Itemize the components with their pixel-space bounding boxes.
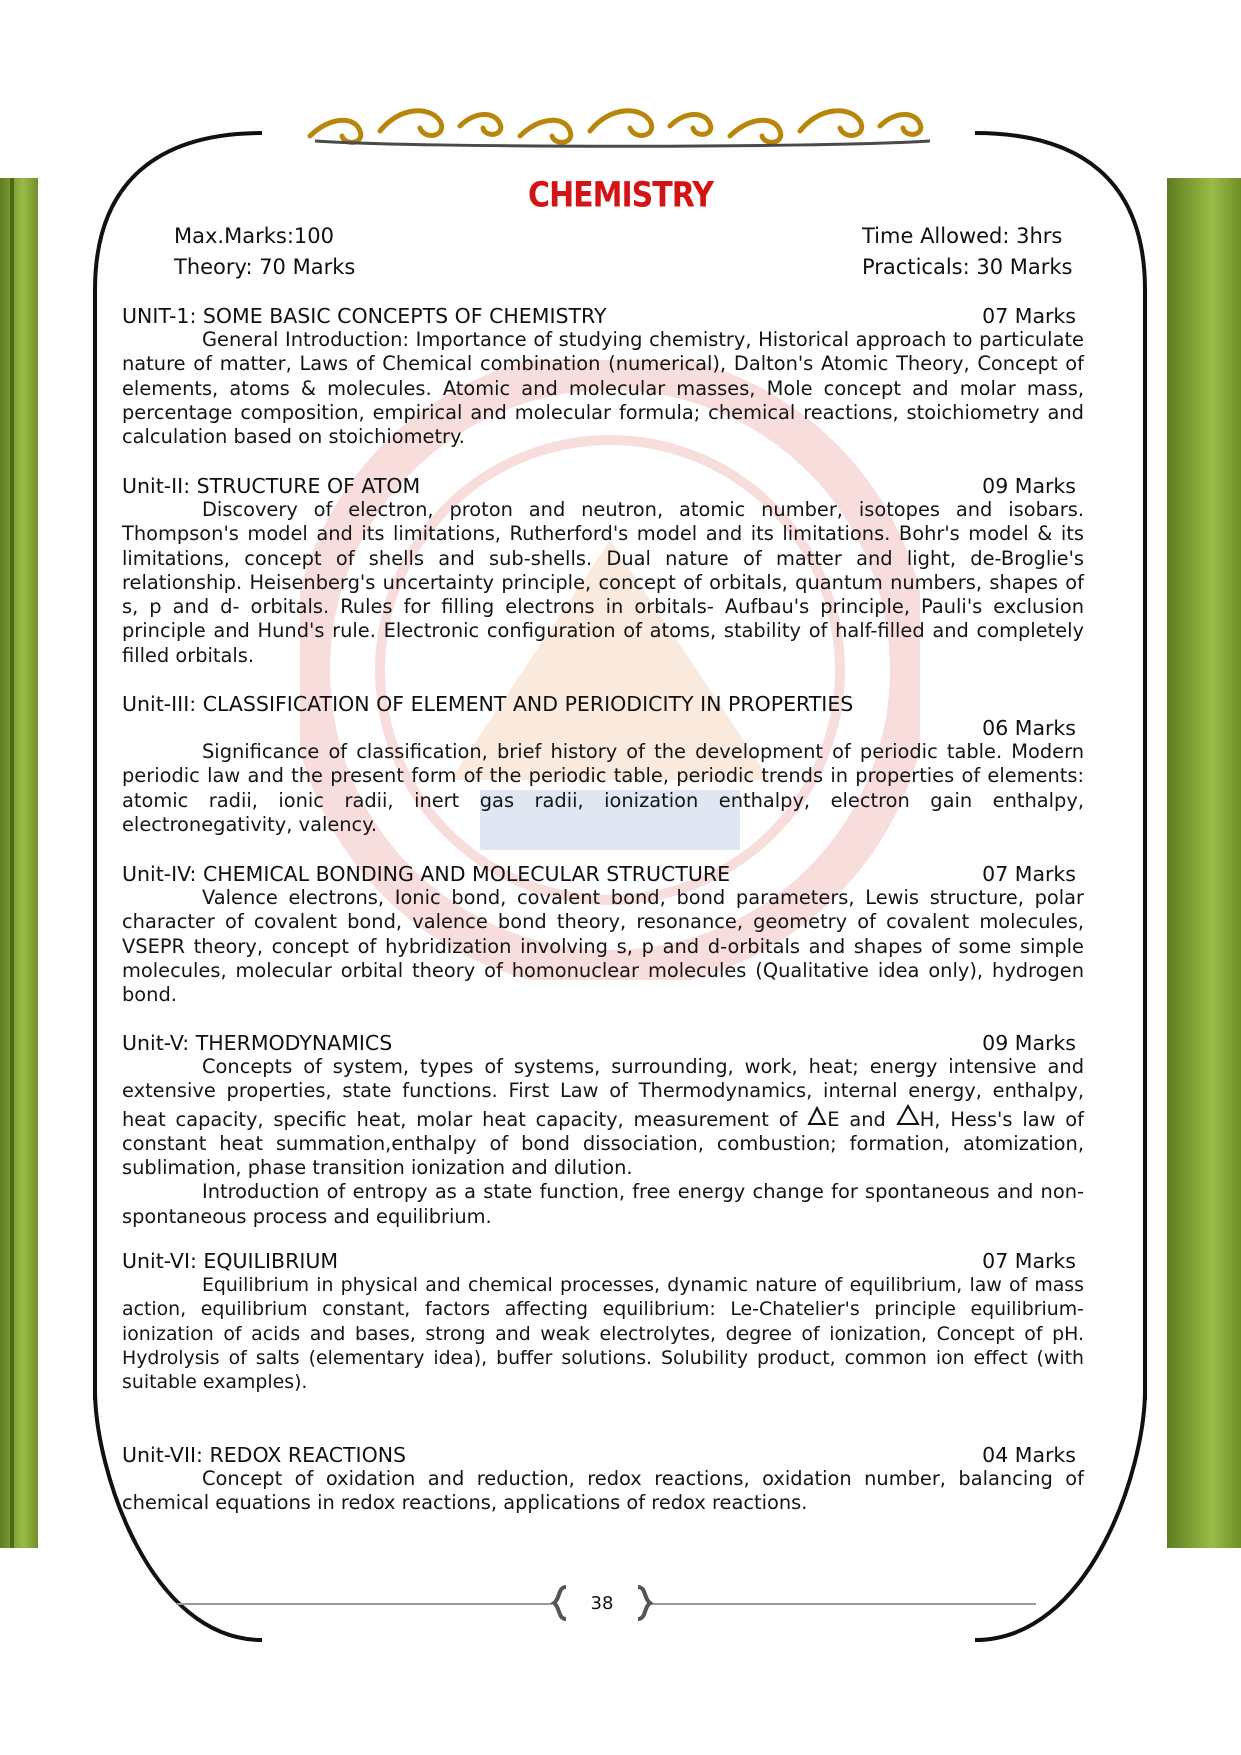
unit-marks: 07 Marks <box>982 1249 1076 1273</box>
unit-7 <box>122 1443 1084 1516</box>
delta-icon <box>807 1106 827 1126</box>
unit-5 <box>122 1031 1084 1229</box>
unit-text: E and <box>827 1107 886 1131</box>
unit-title: Unit-IV: CHEMICAL BONDING AND MOLECULAR STRUCTURE <box>122 862 731 886</box>
unit-marks: 07 Marks <box>982 862 1076 886</box>
subject-title: CHEMISTRY <box>528 175 713 216</box>
unit-text: H, <box>919 1107 941 1131</box>
unit-description <box>122 1055 1084 1180</box>
unit-3 <box>122 692 1084 837</box>
unit-title: Unit-VI: EQUILIBRIUM <box>122 1249 339 1273</box>
page-number: 38 <box>590 1593 614 1614</box>
unit-1 <box>122 304 1084 449</box>
unit-6 <box>122 1249 1084 1394</box>
unit-4 <box>122 862 1084 1007</box>
top-ornament <box>300 96 940 156</box>
unit-marks: 06 Marks <box>982 716 1076 740</box>
unit-description: Discovery of electron, proton and neutron, atomic number, isotopes and isobars. Thompson's model and its limitations, Rutherford's model and its limitations. Bohr's model & its limitations, concept of shells and sub-shells. Dual nature of matter and light, de-Broglie's relationship. Heisenberg's uncertainty principle, concept of orbitals, quantum numbers, shapes of s, p and d- orbitals. Rules for filling electrons in orbitals- Aufbau's principle, Pauli's exclusion principle and Hund's rule. Electronic configuration of atoms, stability of half-filled and completely filled orbitals. <box>122 498 1084 667</box>
unit-description: Valence electrons, Ionic bond, covalent bond, bond parameters, Lewis structure, polar character of covalent bond, valence bond theory, resonance, geometry of covalent molecules, VSEPR theory, concept of hybridization involving s, p and d-orbitals and shapes of some simple molecules, molecular orbital theory of homonuclear molecules (Qualitative idea only), hydrogen bond. <box>122 886 1084 1007</box>
unit-marks: 07 Marks <box>982 304 1076 328</box>
unit-marks: 04 Marks <box>982 1443 1076 1467</box>
unit-text: Hess's law of constant heat summation,enthalpy of bond dissociation, combustion; formation, atomization, sublimation, phase transition ionization and dilution. <box>122 1107 1084 1180</box>
unit-title: Unit-V: THERMODYNAMICS <box>122 1031 393 1055</box>
footer-rule-right <box>650 1603 1036 1605</box>
unit-marks: 09 Marks <box>982 474 1076 498</box>
time-allowed: Time Allowed: 3hrs <box>862 224 1063 248</box>
unit-description: Equilibrium in physical and chemical processes, dynamic nature of equilibrium, law of mass action, equilibrium constant, factors affecting equilibrium: Le-Chatelier's principle equilibrium-ionization of acids and bases, strong and weak electrolytes, degree of ionization, Concept of pH. Hydrolysis of salts (elementary idea), buffer solutions. Solubility product, common ion effect (with suitable examples). <box>122 1274 1084 1394</box>
footer-rule-left <box>176 1603 552 1605</box>
unit-description: Introduction of entropy as a state function, free energy change for spontaneous and non-spontaneous process and equilibrium. <box>122 1180 1084 1228</box>
unit-title: Unit-II: STRUCTURE OF ATOM <box>122 474 421 498</box>
unit-description: Significance of classification, brief history of the development of periodic table. Modern periodic law and the present form of the periodic table, periodic trends in properties of elements: atomic radii, ionic radii, inert gas radii, ionization enthalpy, electron gain enthalpy, electronegativity, valency. <box>122 740 1084 836</box>
unit-text: Concepts of system, types of systems, surrounding, work, heat; energy intensive and extensive properties, state functions. First Law of Thermodynamics, internal energy, enthalpy, heat capacity, specific heat, molar heat capacity, measurement of <box>122 1055 1084 1131</box>
unit-title: Unit-III: CLASSIFICATION OF ELEMENT AND PERIODICITY IN PROPERTIES <box>122 692 854 716</box>
unit-2 <box>122 474 1084 668</box>
delta-icon <box>896 1104 920 1126</box>
theory-marks: Theory: 70 Marks <box>174 255 356 279</box>
unit-description: General Introduction: Importance of studying chemistry, Historical approach to particulate nature of matter, Laws of Chemical combination (numerical), Dalton's Atomic Theory, Concept of elements, atoms & molecules. Atomic and molecular masses, Mole concept and molar mass, percentage composition, empirical and molecular formula; chemical reactions, stoichiometry and calculation based on stoichiometry. <box>122 328 1084 449</box>
max-marks: Max.Marks:100 <box>174 224 334 248</box>
practical-marks: Practicals: 30 Marks <box>862 255 1073 279</box>
unit-title: UNIT-1: SOME BASIC CONCEPTS OF CHEMISTRY <box>122 304 607 328</box>
left-brace-icon <box>550 1585 570 1621</box>
unit-marks: 09 Marks <box>982 1031 1076 1055</box>
right-brace-icon <box>634 1585 654 1621</box>
unit-description: Concept of oxidation and reduction, redox reactions, oxidation number, balancing of chemical equations in redox reactions, applications of redox reactions. <box>122 1467 1084 1515</box>
unit-title: Unit-VII: REDOX REACTIONS <box>122 1443 407 1467</box>
